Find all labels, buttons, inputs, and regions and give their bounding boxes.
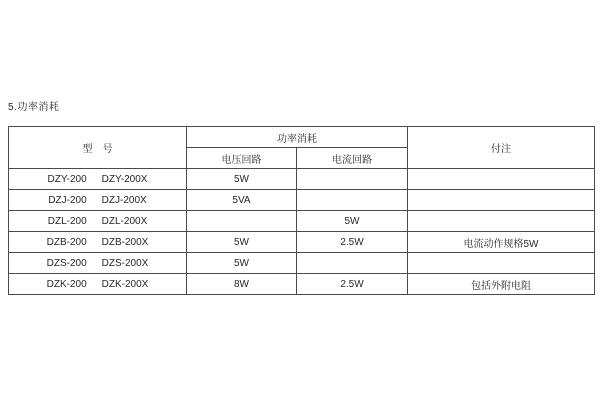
note-cell: 包括外附电阻 — [408, 274, 595, 295]
model-cell — [9, 274, 187, 295]
table-row — [9, 190, 595, 211]
model-name-x: DZJ-200X — [101, 194, 147, 206]
model-name-x: DZK-200X — [101, 278, 149, 290]
note-cell — [408, 190, 595, 211]
model-cell — [9, 253, 187, 274]
table-row — [9, 169, 595, 190]
model-cell — [9, 211, 187, 232]
model-name-x: DZB-200X — [101, 236, 149, 248]
voltage-cell: 5W — [187, 169, 297, 190]
voltage-cell: 5W — [187, 253, 297, 274]
table-row — [9, 211, 595, 232]
voltage-cell: 8W — [187, 274, 297, 295]
table-row — [9, 253, 595, 274]
current-cell — [297, 190, 408, 211]
model-cell — [9, 169, 187, 190]
note-cell — [408, 169, 595, 190]
header-model: 型 号 — [9, 127, 187, 169]
header-note: 付注 — [408, 127, 595, 169]
voltage-cell — [187, 211, 297, 232]
current-cell: 2.5W — [297, 274, 408, 295]
note-cell: 电流动作规格5W — [408, 232, 595, 253]
model-name-x: DZY-200X — [101, 173, 148, 185]
current-cell: 2.5W — [297, 232, 408, 253]
model-name: DZJ-200 — [48, 194, 87, 206]
model-name-x: DZS-200X — [101, 257, 149, 269]
section-heading: 5.功率消耗 — [8, 102, 60, 113]
model-name: DZY-200 — [47, 173, 87, 185]
model-cell — [9, 232, 187, 253]
model-name: DZL-200 — [47, 215, 87, 227]
model-name: DZS-200 — [46, 257, 87, 269]
table-header-row-1 — [9, 127, 595, 148]
voltage-cell: 5VA — [187, 190, 297, 211]
note-cell — [408, 253, 595, 274]
current-cell — [297, 253, 408, 274]
header-voltage-circuit: 电压回路 — [187, 148, 297, 169]
model-cell — [9, 190, 187, 211]
header-power-group: 功率消耗 — [187, 127, 408, 148]
table-row — [9, 274, 595, 295]
model-name: DZK-200 — [46, 278, 87, 290]
note-cell — [408, 211, 595, 232]
header-current-circuit: 电流回路 — [297, 148, 408, 169]
power-consumption-table — [8, 126, 595, 295]
current-cell — [297, 169, 408, 190]
table-row — [9, 232, 595, 253]
voltage-cell: 5W — [187, 232, 297, 253]
model-name: DZB-200 — [46, 236, 87, 248]
model-name-x: DZL-200X — [101, 215, 148, 227]
current-cell: 5W — [297, 211, 408, 232]
